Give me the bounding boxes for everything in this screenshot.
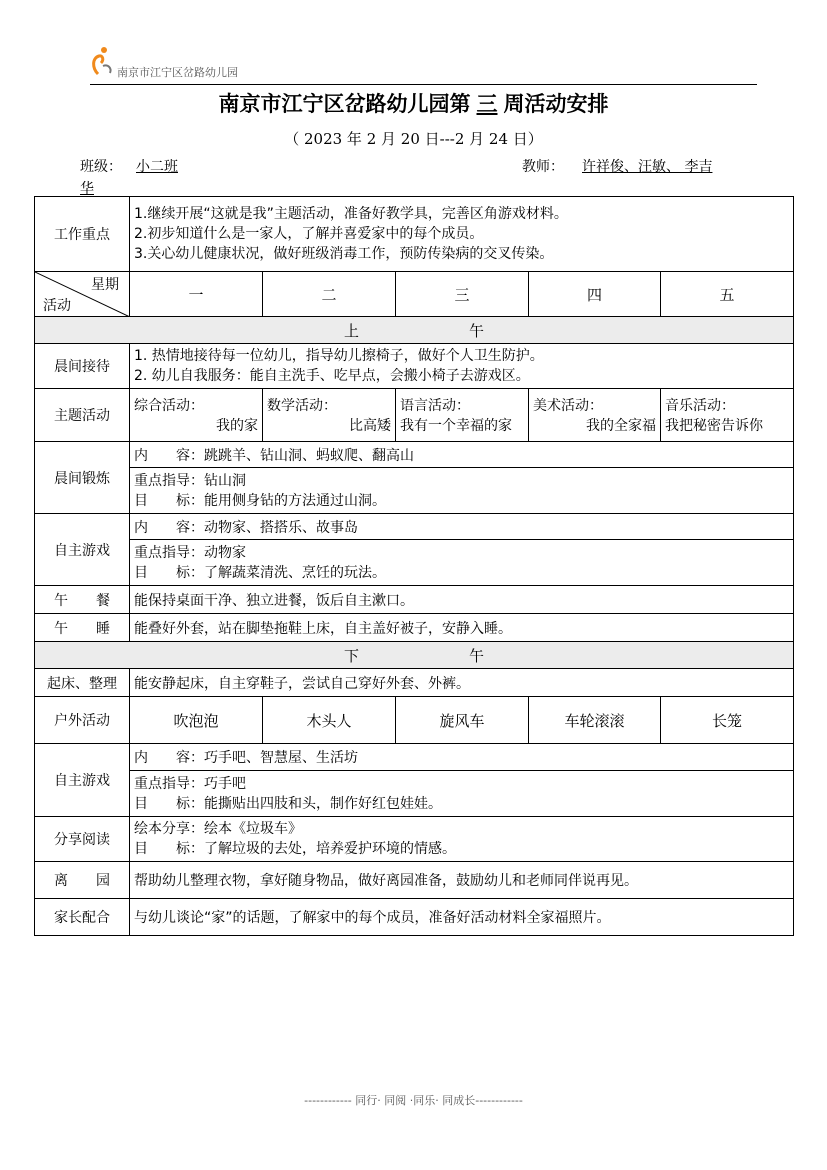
- morning-label-right: 午: [469, 321, 485, 340]
- theme-cell: [661, 389, 794, 442]
- free-play-am-key: 重点指导：动物家: [134, 544, 246, 561]
- theme-type: 语言活动：: [400, 398, 470, 414]
- outdoor-cell: 旋风车: [396, 697, 529, 744]
- table-row: [35, 669, 794, 697]
- reading-label: 分享阅读: [35, 817, 130, 862]
- teacher-info-wrap: [80, 178, 152, 198]
- table-row: [35, 586, 794, 614]
- day-header-tue: 二: [263, 272, 396, 317]
- outdoor-cell: 木头人: [263, 697, 396, 744]
- lunch-label: 午 餐: [35, 586, 130, 614]
- reception-content: [130, 344, 794, 389]
- reading-goal: 目 标：了解垃圾的去处，培养爱护环境的情感。: [134, 841, 456, 857]
- reading-content: [130, 817, 794, 862]
- teacher-value: 许祥俊、汪敏、 李吉: [582, 159, 713, 175]
- focus-item: 2.初步知道什么是一家人，了解并喜爱家中的每个成员。: [134, 226, 484, 242]
- free-play-am-detail: [130, 540, 794, 586]
- reception-label: 晨间接待: [35, 344, 130, 389]
- class-value: 小二班: [136, 159, 178, 175]
- day-header-wed: 三: [396, 272, 529, 317]
- day-header-fri: 五: [661, 272, 794, 317]
- page-header: [90, 44, 757, 85]
- morning-label-left: 上: [344, 321, 360, 340]
- diag-weekday-label: 星期: [91, 277, 119, 293]
- table-row: [35, 744, 794, 771]
- theme-cell: [396, 389, 529, 442]
- afternoon-label-left: 下: [344, 646, 360, 665]
- title-week-number: 三: [476, 91, 498, 116]
- diagonal-header-cell: [35, 272, 130, 317]
- reading-book: 绘本分享：绘本《垃圾车》: [134, 821, 302, 837]
- free-play-pm-key: 重点指导：巧手吧: [134, 775, 246, 792]
- table-row: [35, 514, 794, 540]
- teacher-info: [522, 156, 712, 176]
- page-title: [0, 88, 827, 118]
- theme-cell: [130, 389, 263, 442]
- exercise-content: 内 容：跳跳羊、钻山洞、蚂蚁爬、翻高山: [130, 442, 794, 468]
- wakeup-label: 起床、整理: [35, 669, 130, 697]
- exercise-label: 晨间锻炼: [35, 442, 130, 514]
- table-row: [35, 197, 794, 272]
- theme-type: 综合活动：: [134, 398, 204, 414]
- school-logo-icon: [90, 44, 116, 76]
- page-footer: ------------ 同行· 同阅 ·同乐· 同成长------------: [304, 1094, 523, 1107]
- afternoon-label-right: 午: [469, 646, 485, 665]
- class-label: 班级：: [80, 159, 122, 175]
- leave-content: 帮助幼儿整理衣物，拿好随身物品，做好离园准备，鼓励幼儿和老师同伴说再见。: [130, 862, 794, 899]
- theme-name: 我的全家福: [586, 418, 656, 434]
- table-row: [35, 614, 794, 642]
- table-row: [35, 697, 794, 744]
- table-row: [35, 540, 794, 586]
- diag-activity-label: 活动: [43, 298, 71, 314]
- outdoor-cell: 长笼: [661, 697, 794, 744]
- theme-type: 数学活动：: [267, 398, 337, 414]
- header-school-name: 南京市江宁区岔路幼儿园: [117, 66, 238, 79]
- reception-line: 2. 幼儿自我服务：能自主洗手、吃早点，会搬小椅子去游戏区。: [134, 368, 530, 384]
- day-header-mon: 一: [130, 272, 263, 317]
- class-info: [80, 156, 178, 176]
- free-play-am-content: 内 容：动物家、搭搭乐、故事岛: [130, 514, 794, 540]
- theme-type: 音乐活动：: [665, 398, 735, 414]
- focus-label: 工作重点: [35, 197, 130, 272]
- weekly-plan-table: [34, 196, 794, 936]
- table-row: [35, 817, 794, 862]
- theme-label: 主题活动: [35, 389, 130, 442]
- exercise-key: 重点指导：钻山洞: [134, 472, 246, 489]
- free-play-pm-goal: 目 标：能撕贴出四肢和头，制作好红包娃娃。: [134, 795, 442, 812]
- theme-name: 我的家: [216, 418, 258, 434]
- table-row: [35, 862, 794, 899]
- teacher-value-wrap: 华: [80, 181, 94, 197]
- morning-section-header: [35, 317, 794, 344]
- table-row: [35, 272, 794, 317]
- theme-name: 我把秘密告诉你: [665, 418, 763, 434]
- table-row: [35, 344, 794, 389]
- outdoor-cell: 车轮滚滚: [529, 697, 661, 744]
- free-play-pm-label: 自主游戏: [35, 744, 130, 817]
- focus-item: 3.关心幼儿健康状况，做好班级消毒工作，预防传染病的交叉传染。: [134, 246, 554, 262]
- title-prefix: 南京市江宁区岔路幼儿园第: [218, 91, 471, 116]
- reception-line: 1. 热情地接待每一位幼儿，指导幼儿擦椅子，做好个人卫生防护。: [134, 348, 544, 364]
- day-header-thu: 四: [529, 272, 661, 317]
- lunch-content: 能保持桌面干净、独立进餐，饭后自主漱口。: [130, 586, 794, 614]
- table-row: [35, 442, 794, 468]
- leave-label: 离 园: [35, 862, 130, 899]
- table-row: [35, 389, 794, 442]
- title-suffix: 周活动安排: [503, 91, 609, 116]
- exercise-detail: [130, 468, 794, 514]
- theme-type: 美术活动：: [533, 398, 603, 414]
- table-row: [35, 771, 794, 817]
- teacher-label: 教师：: [522, 159, 564, 175]
- outdoor-cell: 吹泡泡: [130, 697, 263, 744]
- free-play-am-goal: 目 标：了解蔬菜清洗、烹饪的玩法。: [134, 564, 386, 581]
- free-play-am-label: 自主游戏: [35, 514, 130, 586]
- theme-name: 我有一个幸福的家: [400, 418, 512, 434]
- theme-cell: [529, 389, 661, 442]
- afternoon-section-header: [35, 642, 794, 669]
- parents-label: 家长配合: [35, 899, 130, 936]
- theme-name: 比高矮: [349, 418, 391, 434]
- parents-content: 与幼儿谈论“家”的话题，了解家中的每个成员，准备好活动材料全家福照片。: [130, 899, 794, 936]
- nap-label: 午 睡: [35, 614, 130, 642]
- free-play-pm-content: 内 容：巧手吧、智慧屋、生活坊: [130, 744, 794, 771]
- focus-content: [130, 197, 794, 272]
- free-play-pm-detail: [130, 771, 794, 817]
- theme-cell: [263, 389, 396, 442]
- table-row: [35, 317, 794, 344]
- date-range: （ 2023 年 2 月 20 日---2 月 24 日）: [284, 130, 543, 148]
- table-row: [35, 468, 794, 514]
- wakeup-content: 能安静起床，自主穿鞋子，尝试自己穿好外套、外裤。: [130, 669, 794, 697]
- exercise-goal: 目 标：能用侧身钻的方法通过山洞。: [134, 492, 386, 509]
- outdoor-label: 户外活动: [35, 697, 130, 744]
- nap-content: 能叠好外套，站在脚垫拖鞋上床，自主盖好被子，安静入睡。: [130, 614, 794, 642]
- table-row: [35, 899, 794, 936]
- focus-item: 1.继续开展“这就是我”主题活动，准备好教学具，完善区角游戏材料。: [134, 206, 568, 222]
- table-row: [35, 642, 794, 669]
